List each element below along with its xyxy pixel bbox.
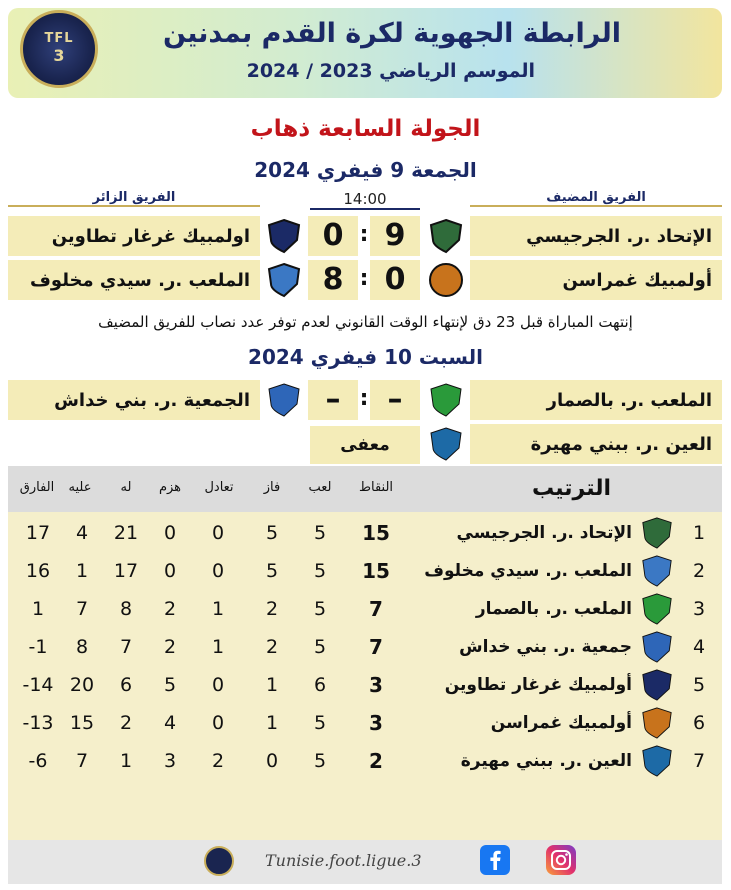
score-separator: : <box>359 266 369 291</box>
standing-drawn: 2 <box>211 750 225 772</box>
standing-points: 7 <box>369 597 383 621</box>
standing-lost: 2 <box>163 598 177 620</box>
match2-away-score: 8 <box>308 260 358 300</box>
header-against: عليه <box>68 480 92 495</box>
standing-for: 1 <box>119 750 133 772</box>
standing-against: 8 <box>75 636 89 658</box>
team-crest-icon <box>640 744 674 778</box>
standing-team: جمعية .ر. بني خداش <box>459 637 632 657</box>
standing-drawn: 0 <box>211 674 225 696</box>
standing-diff: 16 <box>25 560 51 582</box>
home-team-label: الفريق المضيف <box>470 190 722 207</box>
shield-crest-icon <box>266 218 302 254</box>
day2-date: السبت 10 فيفري 2024 <box>248 345 483 369</box>
round-title: الجولة السابعة ذهاب <box>250 116 481 142</box>
standing-for: 2 <box>119 712 133 734</box>
shield-crest-icon <box>266 262 302 298</box>
match1-home-score: 9 <box>370 216 420 256</box>
header-won: فاز <box>263 480 281 495</box>
standing-drawn: 0 <box>211 560 225 582</box>
team-crest-icon <box>640 592 674 626</box>
standing-for: 17 <box>113 560 139 582</box>
standing-points: 7 <box>369 635 383 659</box>
logo-text-top: TFL <box>44 31 74 46</box>
header-diff: الفارق <box>19 480 55 495</box>
standing-won: 2 <box>265 598 279 620</box>
standing-played: 5 <box>313 712 327 734</box>
standing-rank: 3 <box>692 598 706 620</box>
standing-rank: 2 <box>692 560 706 582</box>
standing-for: 7 <box>119 636 133 658</box>
standing-diff: 1 <box>31 598 45 620</box>
match2-home-team: أولمبيك غمراسن <box>470 260 722 300</box>
score-separator: : <box>359 222 369 247</box>
league-logo-small-icon <box>203 845 235 877</box>
score-separator: : <box>359 386 369 411</box>
header-points: النقاط <box>358 480 394 495</box>
team-crest-icon <box>640 706 674 740</box>
standing-rank: 4 <box>692 636 706 658</box>
header-played: لعب <box>308 480 332 495</box>
standing-against: 7 <box>75 598 89 620</box>
match2-home-score: 0 <box>370 260 420 300</box>
standing-lost: 0 <box>163 522 177 544</box>
standing-against: 4 <box>75 522 89 544</box>
facebook-icon[interactable] <box>480 845 510 875</box>
league-logo <box>20 10 98 88</box>
standing-played: 5 <box>313 636 327 658</box>
match1-away-team: اولمبيك غرغار تطاوين <box>8 216 260 256</box>
standing-team: أولمبيك غمراسن <box>490 713 632 733</box>
standing-diff: -14 <box>22 674 54 696</box>
standing-won: 0 <box>265 750 279 772</box>
standing-won: 5 <box>265 522 279 544</box>
standing-drawn: 0 <box>211 522 225 544</box>
standing-drawn: 1 <box>211 636 225 658</box>
round-crest-icon <box>428 262 464 298</box>
standing-for: 21 <box>113 522 139 544</box>
standing-for: 6 <box>119 674 133 696</box>
standing-drawn: 0 <box>211 712 225 734</box>
standing-team: الملعب .ر. بالصمار <box>475 599 632 619</box>
standing-against: 20 <box>69 674 95 696</box>
standing-rank: 7 <box>692 750 706 772</box>
match3-home-team: الملعب .ر. بالصمار <box>470 380 722 420</box>
standing-drawn: 1 <box>211 598 225 620</box>
standing-team: أولمبيك غرغار تطاوين <box>444 675 632 695</box>
standing-points: 2 <box>369 749 383 773</box>
standing-won: 1 <box>265 674 279 696</box>
standing-against: 15 <box>69 712 95 734</box>
season-subtitle: الموسم الرياضي 2023 / 2024 <box>246 60 535 82</box>
standing-diff: -6 <box>28 750 48 772</box>
kickoff-time: 14:00 <box>310 190 420 210</box>
standing-rank: 5 <box>692 674 706 696</box>
shield-crest-icon <box>428 426 464 462</box>
match3-away-score: – <box>308 380 358 420</box>
instagram-icon[interactable] <box>546 845 576 875</box>
bye-label: معفى <box>310 426 420 464</box>
match3-away-team: الجمعية .ر. بني خداش <box>8 380 260 420</box>
team-crest-icon <box>640 554 674 588</box>
standing-lost: 4 <box>163 712 177 734</box>
standing-points: 3 <box>369 673 383 697</box>
header-drawn: تعادل <box>204 480 234 495</box>
team-crest-icon <box>640 516 674 550</box>
standing-against: 1 <box>75 560 89 582</box>
bye-team: العين .ر. ببني مهيرة <box>470 424 722 464</box>
standing-played: 5 <box>313 598 327 620</box>
standing-points: 3 <box>369 711 383 735</box>
standing-diff: -13 <box>22 712 54 734</box>
standing-lost: 3 <box>163 750 177 772</box>
team-crest-icon <box>640 630 674 664</box>
standing-won: 2 <box>265 636 279 658</box>
header-for: له <box>120 480 132 495</box>
match-note: إنتهت المباراة قبل 23 دق لإنتهاء الوقت القانوني لعدم توفر عدد نصاب للفريق المضيف <box>98 313 633 331</box>
standing-for: 8 <box>119 598 133 620</box>
standing-points: 15 <box>362 559 390 583</box>
standing-team: العين .ر. ببني مهيرة <box>460 751 632 771</box>
match1-away-score: 0 <box>308 216 358 256</box>
standing-points: 15 <box>362 521 390 545</box>
logo-text-mid: 3 <box>53 46 65 65</box>
team-crest-icon <box>640 668 674 702</box>
shield-crest-icon <box>428 218 464 254</box>
standing-diff: -1 <box>28 636 48 658</box>
match2-away-team: الملعب .ر. سيدي مخلوف <box>8 260 260 300</box>
day1-date: الجمعة 9 فيفري 2024 <box>254 158 477 182</box>
standings-title: الترتيب <box>532 476 611 501</box>
standing-won: 5 <box>265 560 279 582</box>
standing-played: 5 <box>313 750 327 772</box>
standing-played: 5 <box>313 522 327 544</box>
away-team-label: الفريق الزائر <box>8 190 260 207</box>
standing-lost: 0 <box>163 560 177 582</box>
page-title: الرابطة الجهوية لكرة القدم بمدنين <box>162 18 621 49</box>
footer-page-name: Tunisie.foot.ligue.3 <box>265 851 422 870</box>
shield-crest-icon <box>266 382 302 418</box>
header-lost: هزم <box>158 480 182 495</box>
standing-lost: 5 <box>163 674 177 696</box>
standing-diff: 17 <box>25 522 51 544</box>
standing-played: 6 <box>313 674 327 696</box>
standing-team: الإتحاد .ر. الجرجيسي <box>456 523 632 543</box>
standing-rank: 1 <box>692 522 706 544</box>
match1-home-team: الإتحاد .ر. الجرجيسي <box>470 216 722 256</box>
match3-home-score: – <box>370 380 420 420</box>
standing-played: 5 <box>313 560 327 582</box>
standing-lost: 2 <box>163 636 177 658</box>
standing-team: الملعب .ر. سيدي مخلوف <box>424 561 632 581</box>
standing-against: 7 <box>75 750 89 772</box>
standing-rank: 6 <box>692 712 706 734</box>
standing-won: 1 <box>265 712 279 734</box>
shield-crest-icon <box>428 382 464 418</box>
